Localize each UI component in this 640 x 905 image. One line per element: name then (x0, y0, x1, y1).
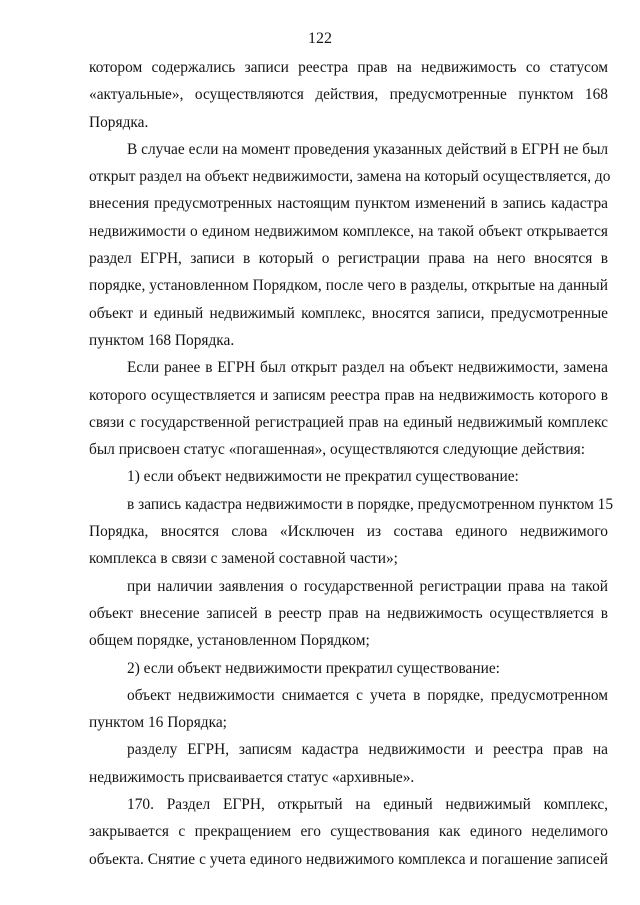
text-line: Порядка. (89, 113, 149, 131)
text-line: при наличии заявления о государственной регистрации права на такой (127, 577, 608, 595)
text-line: недвижимость присваивается статус «архивные». (89, 768, 415, 786)
text-line: 1) если объект недвижимости не прекратил существование: (127, 468, 519, 486)
text-line: открыт раздел на объект недвижимости, замена на который осуществляется, до (89, 168, 611, 186)
text-line: 170. Раздел ЕГРН, открытый на единый недвижимый комплекс, (127, 796, 608, 814)
text-line: связи с государственной регистрацией прав на единый недвижимый комплекс (89, 413, 608, 431)
text-line: разделу ЕГРН, записям кадастра недвижимости и реестра прав на (127, 741, 608, 759)
text-line: недвижимости о едином недвижимом комплексе, на такой объект открывается (89, 222, 608, 240)
text-line: был присвоен статус «погашенная», осуществляются следующие действия: (89, 441, 586, 459)
text-line: объект недвижимости снимается с учета в порядке, предусмотренном (127, 686, 608, 704)
page-number: 122 (308, 30, 332, 47)
text-line: пунктом 168 Порядка. (89, 331, 235, 349)
text-line: Если ранее в ЕГРН был открыт раздел на объект недвижимости, замена (127, 359, 608, 377)
text-line: 2) если объект недвижимости прекратил существование: (127, 659, 500, 677)
text-line: раздел ЕГРН, записи в который о регистрации права на него вносятся в (89, 250, 608, 268)
text-line: внесения предусмотренных настоящим пунктом изменений в запись кадастра (89, 195, 608, 213)
text-line: объекта. Снятие с учета единого недвижимого комплекса и погашение записей (89, 850, 608, 868)
text-line: в запись кадастра недвижимости в порядке, предусмотренном пунктом 15 (127, 495, 614, 513)
text-line: пунктом 16 Порядка; (89, 714, 227, 732)
text-line: которого осуществляется и записям реестра прав на недвижимость которого в (89, 386, 608, 404)
document-body (89, 54, 614, 873)
text-line: «актуальные», осуществляются действия, предусмотренные пунктом 168 (89, 86, 608, 104)
text-line: порядке, установленном Порядком, после чего в разделы, открытые на данный (89, 277, 608, 295)
text-line: Порядка, вносятся слова «Исключен из состава единого недвижимого (89, 523, 608, 541)
text-line: общем порядке, установленном Порядком; (89, 632, 370, 650)
text-line: объект и единый недвижимый комплекс, вносятся записи, предусмотренные (89, 304, 608, 322)
text-line: закрывается с прекращением его существования как единого неделимого (89, 823, 608, 841)
text-line: комплекса в связи с заменой составной части»; (89, 550, 398, 568)
text-line: котором содержались записи реестра прав на недвижимость со статусом (89, 59, 608, 76)
text-line: объект внесение записей в реестр прав на недвижимость осуществляется в (89, 604, 608, 622)
text-line: В случае если на момент проведения указанных действий в ЕГРН не был (127, 140, 609, 158)
